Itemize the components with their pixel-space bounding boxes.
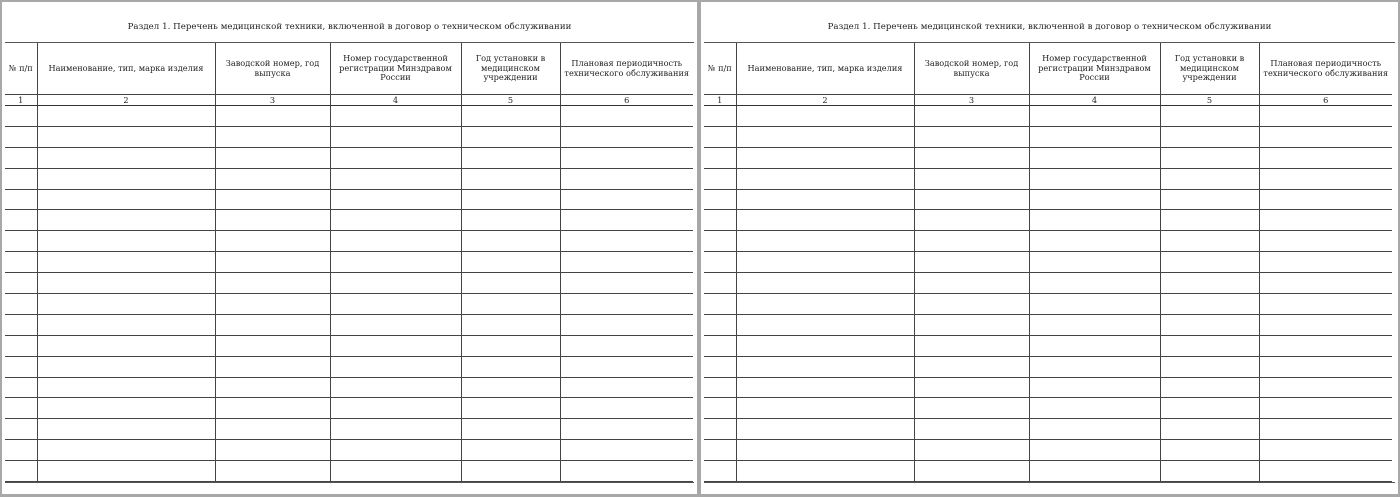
table-cell xyxy=(1160,189,1259,210)
column-number-2: 2 xyxy=(736,95,914,106)
table-cell xyxy=(914,440,1029,461)
table-row xyxy=(704,147,1392,168)
table-row xyxy=(5,440,693,461)
table-cell xyxy=(704,273,736,294)
table-cell xyxy=(1259,461,1392,482)
table-cell xyxy=(5,335,37,356)
table-cell xyxy=(1029,147,1160,168)
table-row xyxy=(5,147,693,168)
table-cell xyxy=(330,377,461,398)
table-cell xyxy=(5,356,37,377)
table-cell xyxy=(704,294,736,315)
table-cell xyxy=(5,398,37,419)
table-row xyxy=(704,314,1392,335)
table-row xyxy=(5,314,693,335)
table-row xyxy=(704,461,1392,482)
table-cell xyxy=(37,273,215,294)
table-row xyxy=(704,106,1392,127)
table-row xyxy=(5,335,693,356)
table-cell xyxy=(1259,398,1392,419)
form-page-right xyxy=(701,2,1398,494)
table-cell xyxy=(914,273,1029,294)
table-cell xyxy=(5,314,37,335)
table-cell xyxy=(37,419,215,440)
table-cell xyxy=(1160,252,1259,273)
table-cell xyxy=(704,419,736,440)
table-cell xyxy=(1259,126,1392,147)
table-cell xyxy=(461,210,560,231)
table-cell xyxy=(1029,106,1160,127)
table-cell xyxy=(1160,147,1259,168)
table-cell xyxy=(37,377,215,398)
table-cell xyxy=(1029,189,1160,210)
table-cell xyxy=(704,147,736,168)
table-cell xyxy=(1029,273,1160,294)
column-numbers-row xyxy=(5,95,693,106)
table-cell xyxy=(914,147,1029,168)
table-cell xyxy=(330,294,461,315)
table-cell xyxy=(560,314,693,335)
table-cell xyxy=(914,461,1029,482)
table-row xyxy=(704,356,1392,377)
table-cell xyxy=(914,189,1029,210)
table-row xyxy=(5,189,693,210)
table-cell xyxy=(1160,377,1259,398)
table-cell xyxy=(37,356,215,377)
table-cell xyxy=(1029,356,1160,377)
form-page-left xyxy=(2,2,697,494)
table-cell xyxy=(1259,419,1392,440)
table-row xyxy=(704,231,1392,252)
table-cell xyxy=(560,126,693,147)
table-cell xyxy=(1029,210,1160,231)
table-cell xyxy=(914,126,1029,147)
table-cell xyxy=(560,377,693,398)
table-cell xyxy=(736,231,914,252)
table-cell xyxy=(461,126,560,147)
table-row xyxy=(704,440,1392,461)
table-cell xyxy=(330,335,461,356)
table-cell xyxy=(330,106,461,127)
header-cell-name: Наименование, тип, марка изделия xyxy=(736,43,914,95)
table-cell xyxy=(461,419,560,440)
table-cell xyxy=(330,252,461,273)
table-row xyxy=(704,294,1392,315)
table-cell xyxy=(560,252,693,273)
table-cell xyxy=(914,210,1029,231)
table-cell xyxy=(5,126,37,147)
table-cell xyxy=(37,461,215,482)
table-row xyxy=(5,231,693,252)
table-cell xyxy=(1160,335,1259,356)
table-cell xyxy=(461,189,560,210)
table-cell xyxy=(914,294,1029,315)
table-cell xyxy=(914,252,1029,273)
table-cell xyxy=(560,210,693,231)
table-cell xyxy=(560,106,693,127)
table-cell xyxy=(560,356,693,377)
table-cell xyxy=(736,126,914,147)
table-cell xyxy=(461,398,560,419)
table-cell xyxy=(5,440,37,461)
header-cell-registration: Номер государственной регистрации Минздравом России xyxy=(1029,43,1160,95)
table-cell xyxy=(914,335,1029,356)
table-cell xyxy=(704,189,736,210)
table-cell xyxy=(5,189,37,210)
table-row xyxy=(704,335,1392,356)
table-cell xyxy=(1029,168,1160,189)
table-cell xyxy=(461,461,560,482)
table-row xyxy=(704,273,1392,294)
table-cell xyxy=(736,377,914,398)
table-cell xyxy=(461,106,560,127)
table-cell xyxy=(1259,189,1392,210)
column-number-3: 3 xyxy=(914,95,1029,106)
table-cell xyxy=(1259,210,1392,231)
table-cell xyxy=(736,147,914,168)
column-number-6: 6 xyxy=(1259,95,1392,106)
table-cell xyxy=(914,168,1029,189)
header-cell-name: Наименование, тип, марка изделия xyxy=(37,43,215,95)
table-cell xyxy=(1029,314,1160,335)
table-cell xyxy=(215,273,330,294)
bottom-rule xyxy=(704,482,1395,483)
table-cell xyxy=(330,189,461,210)
table-cell xyxy=(736,252,914,273)
table-cell xyxy=(736,106,914,127)
table-cell xyxy=(330,398,461,419)
table-row xyxy=(5,168,693,189)
table-cell xyxy=(704,356,736,377)
table-cell xyxy=(1160,106,1259,127)
table-cell xyxy=(37,168,215,189)
table-cell xyxy=(1259,356,1392,377)
table-cell xyxy=(704,314,736,335)
table-cell xyxy=(736,419,914,440)
table-cell xyxy=(914,419,1029,440)
table-cell xyxy=(736,314,914,335)
table-row xyxy=(704,189,1392,210)
table-cell xyxy=(1259,273,1392,294)
table-cell xyxy=(215,356,330,377)
table-cell xyxy=(560,231,693,252)
table-cell xyxy=(330,210,461,231)
equipment-table xyxy=(5,43,693,482)
table-row xyxy=(5,419,693,440)
table-cell xyxy=(736,335,914,356)
table-cell xyxy=(5,273,37,294)
column-number-2: 2 xyxy=(37,95,215,106)
table-cell xyxy=(461,335,560,356)
column-number-6: 6 xyxy=(560,95,693,106)
section-title: Раздел 1. Перечень медицинской техники, включенной в договор о техническом обслуживании xyxy=(127,22,572,32)
table-cell xyxy=(37,210,215,231)
table-cell xyxy=(1160,273,1259,294)
table-row xyxy=(5,398,693,419)
table-cell xyxy=(215,314,330,335)
equipment-table xyxy=(704,43,1392,482)
header-cell-number: № п/п xyxy=(5,43,37,95)
table-cell xyxy=(1160,210,1259,231)
header-cell-maintenance: Плановая периодичность технического обслуживания xyxy=(560,43,693,95)
table-cell xyxy=(215,106,330,127)
table-cell xyxy=(704,398,736,419)
column-number-4: 4 xyxy=(330,95,461,106)
table-cell xyxy=(560,294,693,315)
table-cell xyxy=(704,168,736,189)
header-cell-serial: Заводской номер, год выпуска xyxy=(914,43,1029,95)
table-row xyxy=(5,461,693,482)
table-cell xyxy=(330,126,461,147)
table-cell xyxy=(1160,294,1259,315)
header-cell-number: № п/п xyxy=(704,43,736,95)
table-cell xyxy=(736,356,914,377)
table-cell xyxy=(560,440,693,461)
table-cell xyxy=(461,356,560,377)
table-header-row xyxy=(704,43,1392,95)
table-cell xyxy=(5,419,37,440)
table-cell xyxy=(461,273,560,294)
table-cell xyxy=(37,314,215,335)
table-cell xyxy=(1029,231,1160,252)
table-cell xyxy=(215,231,330,252)
table-row xyxy=(5,210,693,231)
table-cell xyxy=(1259,147,1392,168)
table-body xyxy=(704,43,1392,482)
table-cell xyxy=(560,419,693,440)
table-cell xyxy=(736,440,914,461)
table-row xyxy=(704,252,1392,273)
table-cell xyxy=(1029,419,1160,440)
table-cell xyxy=(704,335,736,356)
table-cell xyxy=(1160,398,1259,419)
header-cell-registration: Номер государственной регистрации Минздравом России xyxy=(330,43,461,95)
table-cell xyxy=(1160,356,1259,377)
table-cell xyxy=(1160,168,1259,189)
table-row xyxy=(704,168,1392,189)
table-cell xyxy=(1259,294,1392,315)
table-cell xyxy=(1029,377,1160,398)
table-cell xyxy=(5,377,37,398)
table-cell xyxy=(5,168,37,189)
table-cell xyxy=(215,398,330,419)
table-cell xyxy=(1029,126,1160,147)
table-cell xyxy=(560,189,693,210)
table-cell xyxy=(37,106,215,127)
table-cell xyxy=(704,126,736,147)
header-cell-install-year: Год установки в медицинском учреждении xyxy=(1160,43,1259,95)
table-cell xyxy=(560,168,693,189)
table-row xyxy=(5,377,693,398)
table-cell xyxy=(37,231,215,252)
table-cell xyxy=(704,252,736,273)
table-cell xyxy=(1029,440,1160,461)
table-cell xyxy=(461,168,560,189)
table-cell xyxy=(330,147,461,168)
table-cell xyxy=(704,210,736,231)
table-cell xyxy=(5,106,37,127)
table-cell xyxy=(1160,314,1259,335)
table-row xyxy=(704,377,1392,398)
table-cell xyxy=(461,440,560,461)
table-cell xyxy=(330,273,461,294)
column-number-5: 5 xyxy=(1160,95,1259,106)
table-row xyxy=(5,294,693,315)
table-cell xyxy=(736,210,914,231)
table-cell xyxy=(37,252,215,273)
table-cell xyxy=(461,147,560,168)
table-cell xyxy=(704,377,736,398)
table-row xyxy=(704,126,1392,147)
column-number-4: 4 xyxy=(1029,95,1160,106)
table-cell xyxy=(736,168,914,189)
table-row xyxy=(5,356,693,377)
table-cell xyxy=(914,314,1029,335)
table-header-row xyxy=(5,43,693,95)
table-row xyxy=(5,106,693,127)
table-cell xyxy=(215,377,330,398)
table-cell xyxy=(914,356,1029,377)
table-cell xyxy=(37,126,215,147)
table-cell xyxy=(704,440,736,461)
table-row xyxy=(5,252,693,273)
table-cell xyxy=(1259,168,1392,189)
column-number-3: 3 xyxy=(215,95,330,106)
table-cell xyxy=(560,398,693,419)
table-cell xyxy=(1259,106,1392,127)
header-cell-install-year: Год установки в медицинском учреждении xyxy=(461,43,560,95)
table-cell xyxy=(215,335,330,356)
table-cell xyxy=(215,294,330,315)
table-row xyxy=(5,273,693,294)
bottom-rule xyxy=(5,482,694,483)
table-cell xyxy=(914,106,1029,127)
table-cell xyxy=(5,294,37,315)
table-cell xyxy=(1259,335,1392,356)
table-cell xyxy=(1259,314,1392,335)
table-cell xyxy=(461,314,560,335)
column-number-5: 5 xyxy=(461,95,560,106)
table-cell xyxy=(5,252,37,273)
table-cell xyxy=(215,189,330,210)
table-cell xyxy=(461,377,560,398)
table-cell xyxy=(1160,419,1259,440)
header-cell-maintenance: Плановая периодичность технического обслуживания xyxy=(1259,43,1392,95)
table-cell xyxy=(1259,252,1392,273)
table-cell xyxy=(736,398,914,419)
table-cell xyxy=(215,419,330,440)
header-cell-serial: Заводской номер, год выпуска xyxy=(215,43,330,95)
table-cell xyxy=(461,294,560,315)
section-title: Раздел 1. Перечень медицинской техники, включенной в договор о техническом обслуживании xyxy=(827,22,1272,32)
table-cell xyxy=(1160,126,1259,147)
table-cell xyxy=(215,168,330,189)
table-cell xyxy=(330,419,461,440)
table-cell xyxy=(1029,461,1160,482)
table-cell xyxy=(330,168,461,189)
table-row xyxy=(704,210,1392,231)
table-cell xyxy=(560,461,693,482)
table-cell xyxy=(560,273,693,294)
table-cell xyxy=(704,461,736,482)
table-cell xyxy=(330,461,461,482)
table-cell xyxy=(37,147,215,168)
table-cell xyxy=(736,189,914,210)
table-cell xyxy=(1029,335,1160,356)
column-numbers-row xyxy=(704,95,1392,106)
table-cell xyxy=(5,231,37,252)
table-cell xyxy=(914,377,1029,398)
table-cell xyxy=(5,147,37,168)
table-cell xyxy=(215,147,330,168)
table-cell xyxy=(704,231,736,252)
table-cell xyxy=(1029,252,1160,273)
table-cell xyxy=(330,231,461,252)
table-cell xyxy=(1160,440,1259,461)
table-cell xyxy=(37,294,215,315)
table-cell xyxy=(5,210,37,231)
table-cell xyxy=(1029,398,1160,419)
table-cell xyxy=(736,461,914,482)
table-cell xyxy=(1029,294,1160,315)
table-cell xyxy=(330,356,461,377)
table-cell xyxy=(5,461,37,482)
table-cell xyxy=(560,147,693,168)
table-cell xyxy=(1160,231,1259,252)
table-cell xyxy=(914,398,1029,419)
table-cell xyxy=(461,231,560,252)
table-cell xyxy=(914,231,1029,252)
table-cell xyxy=(37,189,215,210)
column-number-1: 1 xyxy=(704,95,736,106)
table-cell xyxy=(215,210,330,231)
table-cell xyxy=(37,335,215,356)
column-number-1: 1 xyxy=(5,95,37,106)
table-cell xyxy=(736,273,914,294)
table-cell xyxy=(461,252,560,273)
table-cell xyxy=(215,252,330,273)
table-cell xyxy=(330,440,461,461)
table-body xyxy=(5,43,693,482)
table-cell xyxy=(1259,377,1392,398)
table-cell xyxy=(560,335,693,356)
table-row xyxy=(5,126,693,147)
table-cell xyxy=(330,314,461,335)
table-row xyxy=(704,419,1392,440)
table-cell xyxy=(215,126,330,147)
table-row xyxy=(704,398,1392,419)
table-cell xyxy=(37,440,215,461)
table-cell xyxy=(1259,231,1392,252)
table-cell xyxy=(37,398,215,419)
table-cell xyxy=(736,294,914,315)
table-cell xyxy=(1160,461,1259,482)
table-cell xyxy=(215,461,330,482)
table-cell xyxy=(1259,440,1392,461)
table-cell xyxy=(215,440,330,461)
table-cell xyxy=(704,106,736,127)
